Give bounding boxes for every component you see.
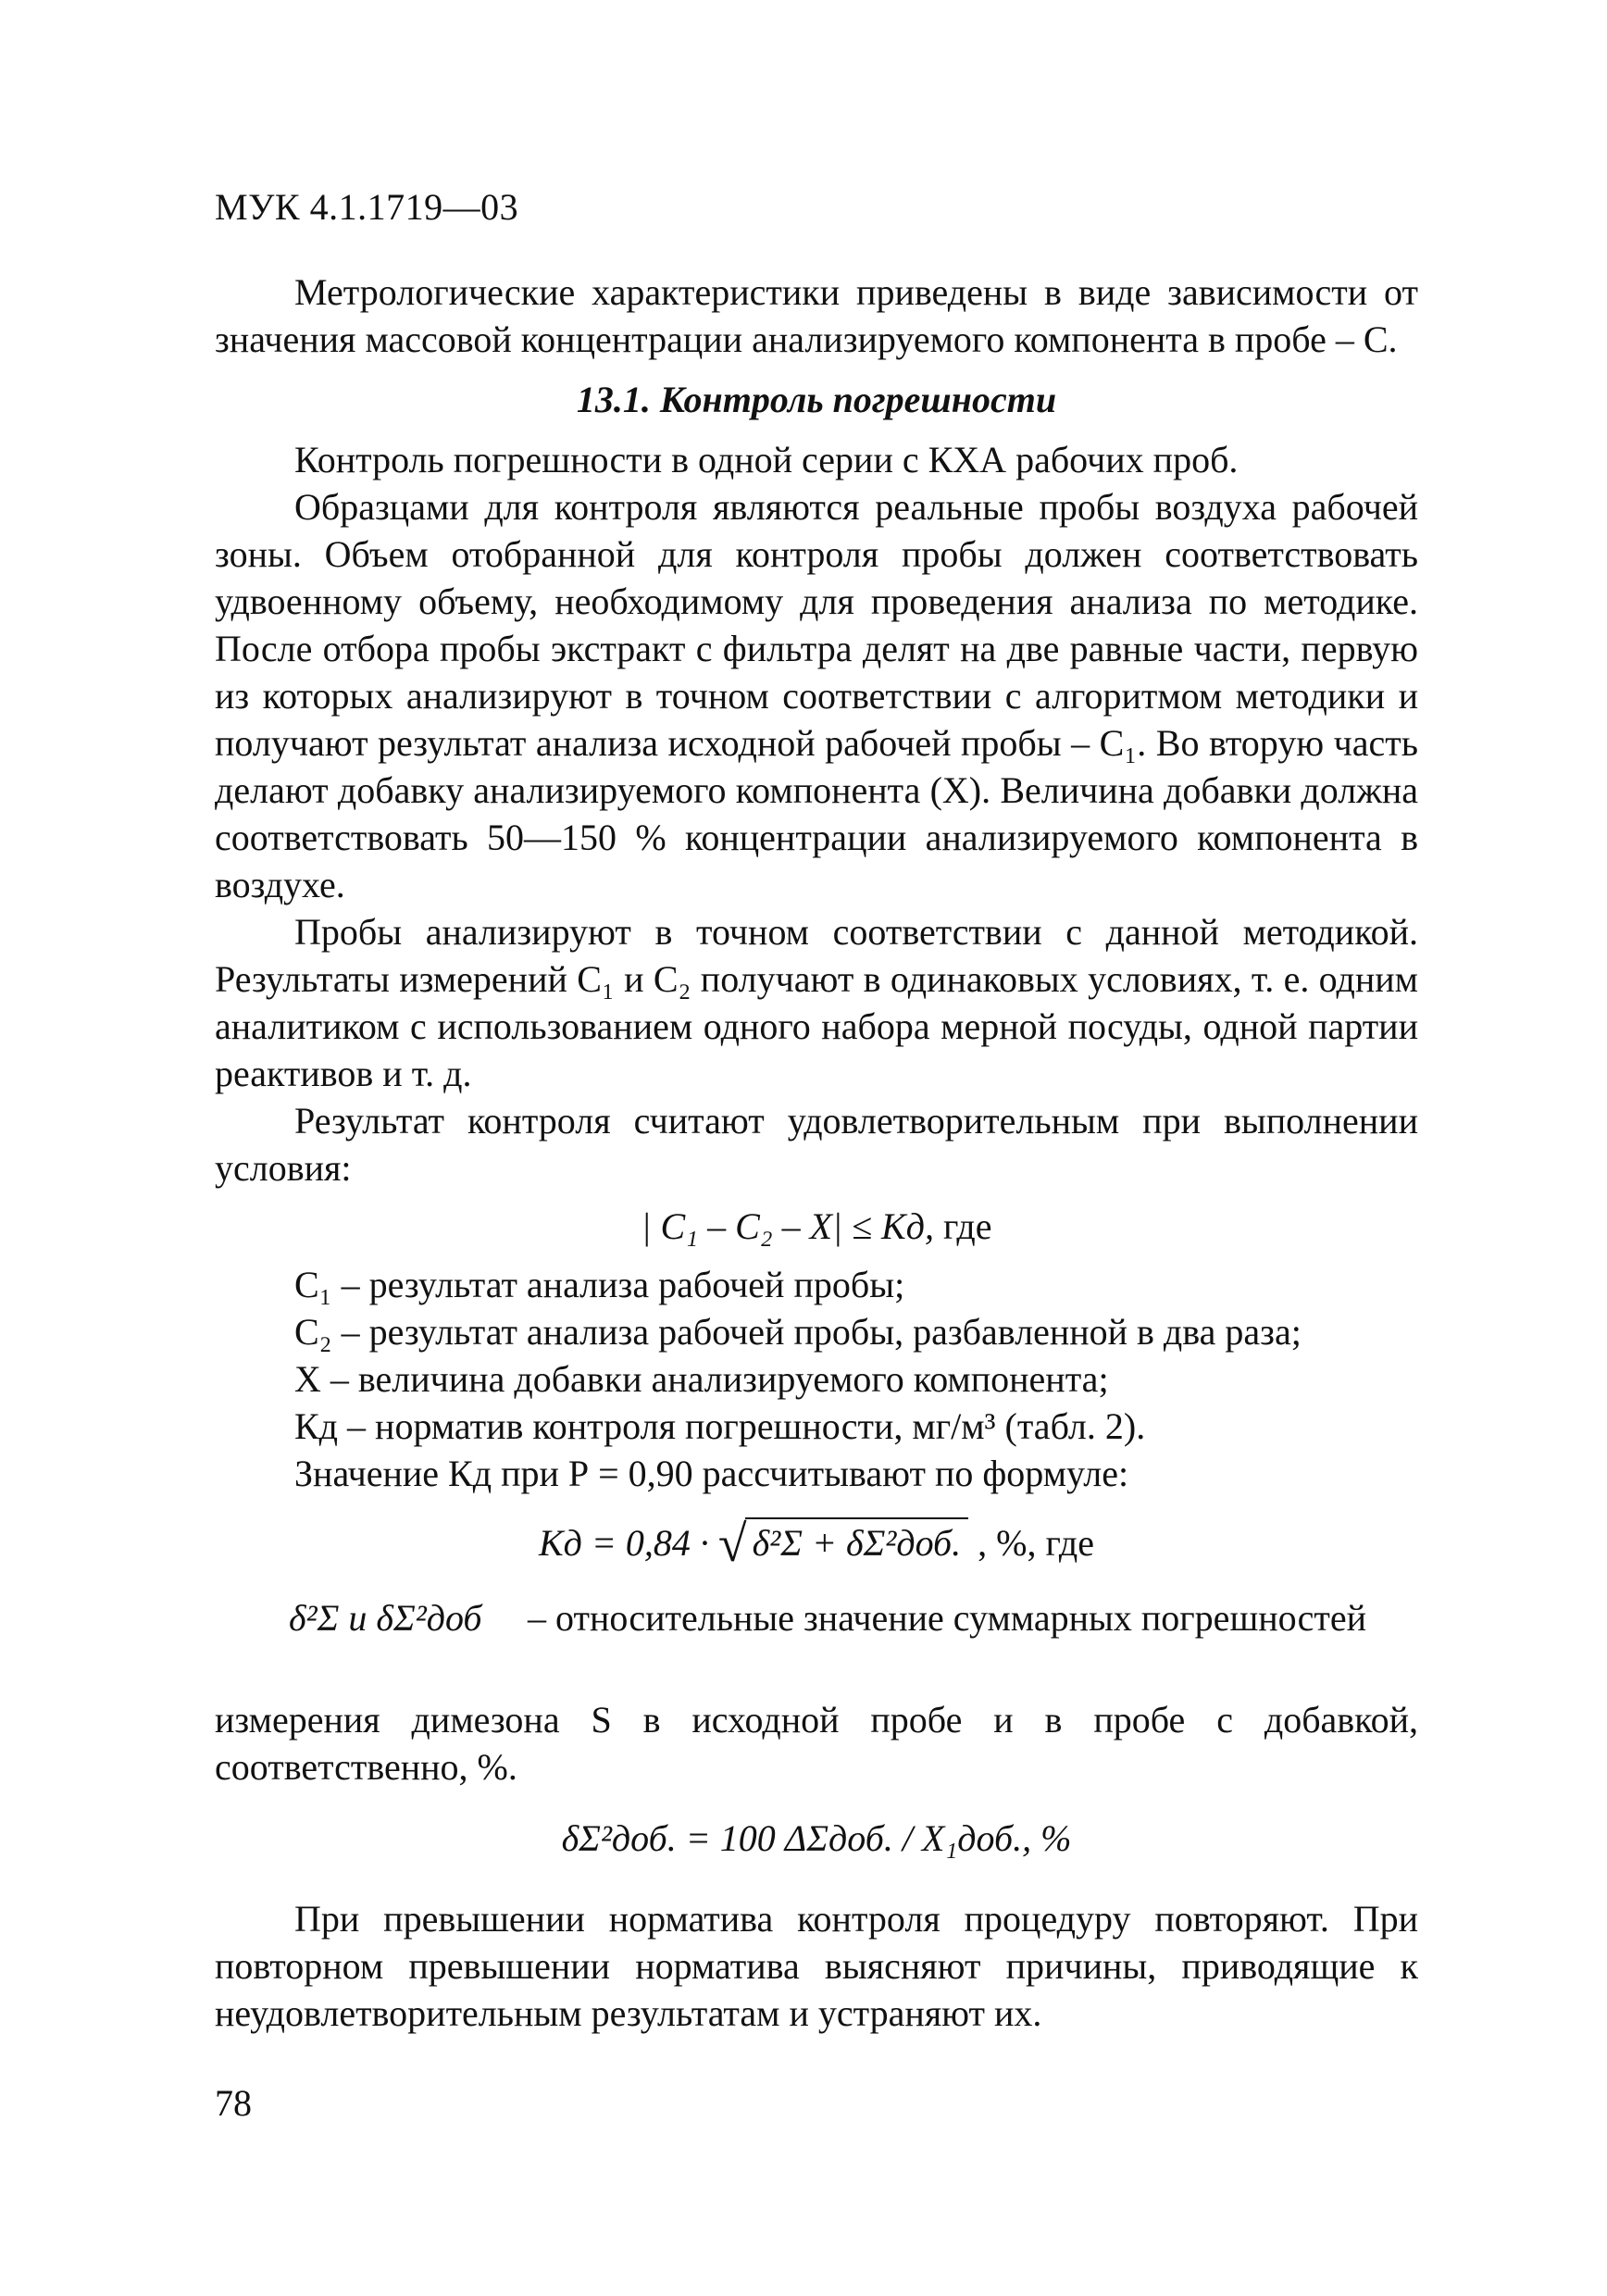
page-number: 78 (215, 2082, 252, 2124)
delta-description: – относительные значение суммарных погрешностей (528, 1597, 1367, 1639)
sqrt-icon: √ (717, 1516, 747, 1573)
definition-item: С₁ – результат анализа рабочей пробы; (294, 1264, 905, 1305)
paragraph-1: Контроль погрешности в одной серии с КХА рабочих проб. (294, 439, 1239, 480)
paragraph-2: Образцами для контроля являются реальные пробы воздуха рабочей зоны. Объем отобранной для контроля пробы должен соответствовать удвоенному объему, необходимому для проведения анализа по методике. После отбора пробы экстракт с фильтра делят на две равные части, первую из которых анализируют в точном соответствии с алгоритмом методики и получают результат анализа исходной рабочей пробы – С₁. Во вторую часть делают добавку анализируемого компонента (Х). Величина добавки должна соответствовать 50—150 % концентрации анализируемого компонента в воздухе. (215, 486, 1418, 905)
document-id: МУК 4.1.1719—03 (215, 186, 519, 228)
paragraph-4: Результат контроля считают удовлетворительным при выполнении условия: (215, 1100, 1418, 1189)
document-body (215, 268, 1418, 2037)
section-title: 13.1. Контроль погрешности (576, 379, 1057, 420)
definitions-list (215, 1261, 1418, 1497)
condition-expression: | C₁ – C₂ – X| ≤ Kд, (641, 1205, 934, 1247)
formula-intro: Значение Кд при Р = 0,90 рассчитывают по формуле: (294, 1453, 1129, 1494)
paragraph-6: измерения димезона S в исходной пробе и в пробе с добавкой, соответственно, %. (215, 1699, 1418, 1788)
kd-formula-radicand: δ²Σ + δΣ²доб. (745, 1517, 969, 1566)
definition-item: Кд – норматив контроля погрешности, мг/м³ (табл. 2). (294, 1405, 1146, 1447)
delta-formula: δΣ²доб. = 100 ΔΣдоб. / X₁доб., % (561, 1817, 1072, 1859)
kd-formula-lhs: Kд = 0,84 · (538, 1522, 709, 1564)
definition-item: С₂ – результат анализа рабочей пробы, разбавленной в два раза; (294, 1311, 1302, 1353)
definition-item: Х – величина добавки анализируемого компонента; (294, 1358, 1109, 1400)
delta-symbols: δ²Σ и δΣ²доб (289, 1597, 482, 1639)
paragraph-7: При превышении норматива контроля процедуру повторяют. При повторном превышении норматива выясняют причины, приводящие к неудовлетворительным результатам и устраняют их. (215, 1898, 1418, 2034)
condition-where: где (942, 1205, 992, 1247)
paragraph-3: Пробы анализируют в точном соответствии с данной методикой. Результаты измерений С₁ и С₂ получают в одинаковых условиях, т. е. одним аналитиком с использованием одного набора мерной посуды, одной партии реактивов и т. д. (215, 911, 1418, 1094)
delta-definition (215, 1594, 1418, 1696)
intro-paragraph: Метрологические характеристики приведены в виде зависимости от значения массовой концентрации анализируемого компонента в пробе – С. (215, 271, 1418, 360)
condition-formula (215, 1203, 1418, 1250)
kd-formula-tail: , %, где (978, 1522, 1094, 1564)
kd-formula (215, 1516, 1418, 1573)
